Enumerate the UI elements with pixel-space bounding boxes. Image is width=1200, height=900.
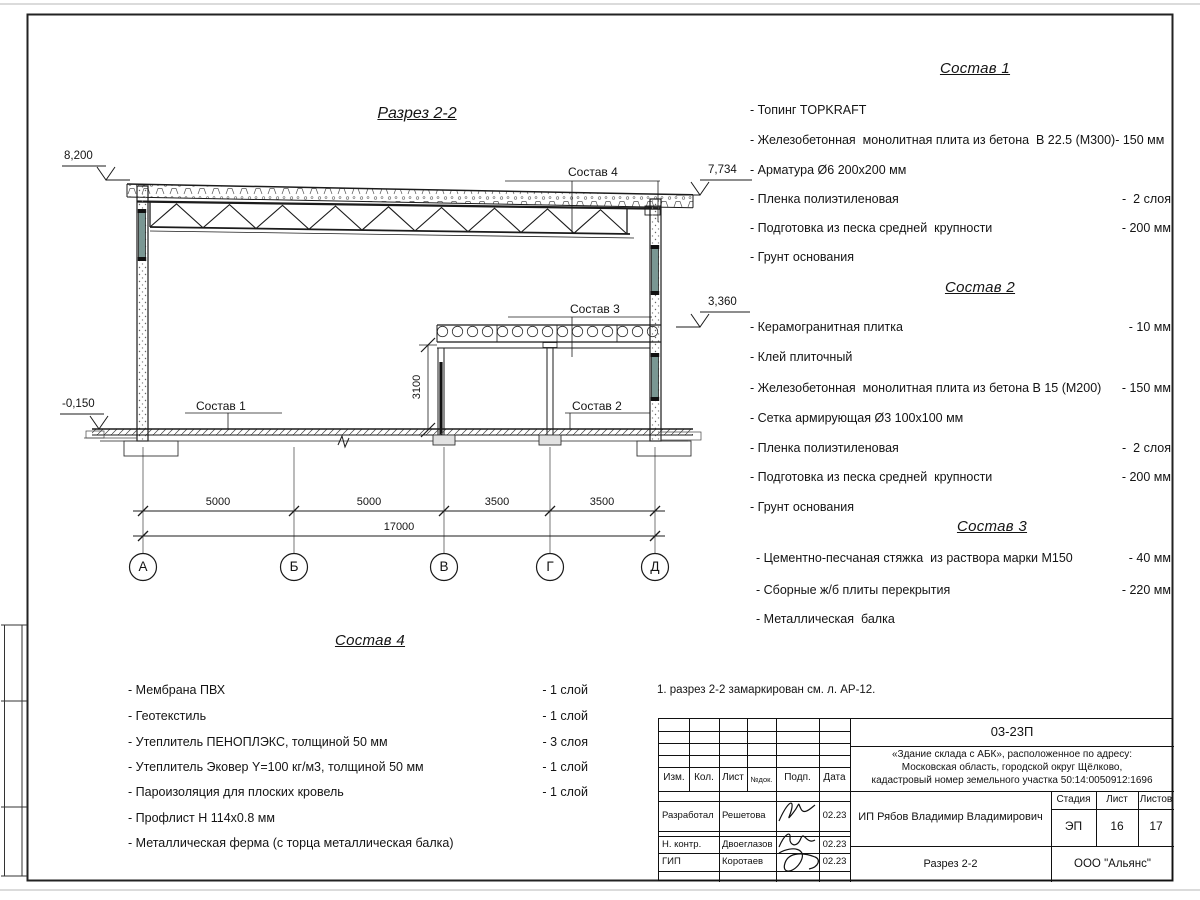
client-name: ИП Рябов Владимир Владимирович — [858, 811, 1043, 823]
company-name: ООО "Альянс" — [1074, 858, 1151, 870]
date-gip: 02.23 — [822, 856, 847, 867]
col-data: Дата — [823, 772, 846, 783]
callout-sostav-1: Состав 1 — [196, 399, 246, 413]
column-axis-v — [438, 348, 444, 441]
sheet-title: Разрез 2-2 — [923, 858, 978, 870]
doc-number: 03-23П — [990, 724, 1034, 739]
stage-value: ЭП — [1064, 819, 1083, 833]
sostav2-title: Состав 2 — [944, 279, 1016, 296]
section-title: Разрез 2-2 — [377, 105, 457, 122]
dim-span2: 5000 — [356, 496, 382, 508]
callout-sostav-4: Состав 4 — [568, 165, 618, 179]
layer-row: - Железобетонная монолитная плита из бетона В 15 (М200) - 150 мм — [750, 381, 1171, 395]
date-developed: 02.23 — [822, 810, 847, 821]
layer-row: - Керамогранитная плитка - 10 мм — [750, 320, 1171, 334]
wall-right — [650, 199, 661, 441]
dim-total: 17000 — [383, 521, 415, 533]
layer-row: - Подготовка из песка средней крупности - 200 мм — [750, 470, 1171, 484]
stage-label: Стадия — [1056, 794, 1091, 805]
layer-row: - Грунт основания — [750, 250, 855, 264]
date-ncontrol: 02.23 — [822, 838, 847, 850]
sheets-label: Листов — [1139, 794, 1173, 805]
layer-row: - Топинг TOPKRAFT — [750, 103, 867, 117]
layer-row: - Арматура Ø6 200х200 мм — [750, 163, 907, 177]
role-ncontrol: Н. контр. — [662, 838, 702, 850]
axis-bubble-a: А — [138, 559, 148, 574]
elevation-roof-right: 7,734 — [708, 164, 737, 176]
margin-stamp-boxes — [1, 625, 27, 876]
layer-row: - Металлическая балка — [756, 612, 895, 626]
elevation-floor: -0,150 — [62, 398, 95, 410]
object-line2: Московская область, городской округ Щёлково, — [901, 762, 1123, 773]
col-ndoc: №док. — [750, 775, 773, 784]
layer-row: - Металлическая ферма (с торца металлическая балка) — [128, 836, 454, 850]
window-left — [138, 209, 146, 261]
layer-row: - Сетка армирующая Ø3 100х100 мм — [750, 411, 964, 425]
dim-mezzanine-height: 3100 — [411, 374, 423, 400]
layer-row: - Клей плиточный — [750, 350, 853, 364]
object-line3: кадастровый номер земельного участка 50:14:0050912:1696 — [871, 775, 1153, 786]
col-podp: Подп. — [784, 772, 811, 783]
axis-bubble-v: В — [439, 559, 449, 574]
layer-row: - Сборные ж/б плиты перекрытия - 220 мм — [756, 583, 1171, 597]
layer-row: - Пароизоляция для плоских кровель - 1 слой — [128, 785, 588, 799]
signature-gip-icon — [773, 843, 821, 879]
layer-row: - Железобетонная монолитная плита из бетона В 22.5 (М300)- 150 мм — [750, 133, 1165, 147]
layer-row: - Цементно-песчаная стяжка из раствора марки М150 - 40 мм — [756, 551, 1171, 565]
layer-row: - Подготовка из песка средней крупности - 200 мм — [750, 221, 1171, 235]
callout-sostav-2: Состав 2 — [572, 399, 622, 413]
dim-span1: 5000 — [205, 496, 231, 508]
axis-bubble-g: Г — [546, 559, 554, 574]
layer-row: - Геотекстиль - 1 слой — [128, 709, 588, 723]
role-gip: ГИП — [662, 856, 681, 867]
sheets-value: 17 — [1149, 819, 1163, 833]
role-developed: Разработал — [662, 810, 714, 821]
layer-row: - Мембрана ПВХ - 1 слой — [128, 683, 588, 697]
axis-bubbles — [130, 554, 669, 581]
name-ncontrol: Двоеглазов — [722, 838, 773, 850]
elevation-roof-left: 8,200 — [64, 150, 93, 162]
sostav3-title: Состав 3 — [956, 518, 1028, 535]
layer-row: - Профлист Н 114х0.8 мм — [128, 811, 275, 825]
layer-row: - Пленка полиэтиленовая - 2 слоя — [750, 441, 1171, 455]
sheet-label: Лист — [1106, 794, 1128, 805]
sheet-note: 1. разрез 2-2 замаркирован см. л. АР-12. — [657, 684, 876, 696]
elevation-mezzanine: 3,360 — [708, 296, 737, 308]
sheet-value: 16 — [1110, 819, 1124, 833]
title-block — [658, 718, 1173, 881]
name-gip: Коротаев — [722, 856, 764, 867]
window-right-upper — [651, 245, 659, 295]
layer-row: - Утеплитель Эковер Y=100 кг/м3, толщиной 50 мм - 1 слой — [128, 760, 588, 774]
col-list: Лист — [722, 772, 744, 783]
axis-bubble-d: Д — [650, 559, 660, 574]
mezzanine-slab — [437, 325, 661, 348]
column-axis-g — [543, 343, 557, 442]
axis-bubble-b: Б — [289, 559, 299, 574]
dim-span4: 3500 — [589, 496, 615, 508]
roof-truss — [137, 202, 660, 239]
sostav4-title: Состав 4 — [334, 632, 406, 649]
window-right-lower — [651, 353, 659, 401]
col-izm: Изм. — [663, 772, 685, 783]
signature-developed-icon — [777, 797, 817, 829]
callout-sostav-3: Состав 3 — [570, 302, 620, 316]
col-kol: Кол. — [694, 772, 714, 783]
sostav1-title: Состав 1 — [939, 60, 1011, 77]
object-line1: «Здание склада с АБК», расположенное по адресу: — [892, 749, 1132, 760]
dim-span3: 3500 — [484, 496, 510, 508]
ground-floor — [84, 429, 701, 447]
layer-row: - Пленка полиэтиленовая - 2 слоя — [750, 192, 1171, 206]
name-developed: Решетова — [722, 810, 766, 821]
layer-row: - Грунт основания — [750, 500, 855, 514]
foundations — [124, 435, 691, 456]
layer-row: - Утеплитель ПЕНОПЛЭКС, толщиной 50 мм - 3 слоя — [128, 735, 588, 749]
